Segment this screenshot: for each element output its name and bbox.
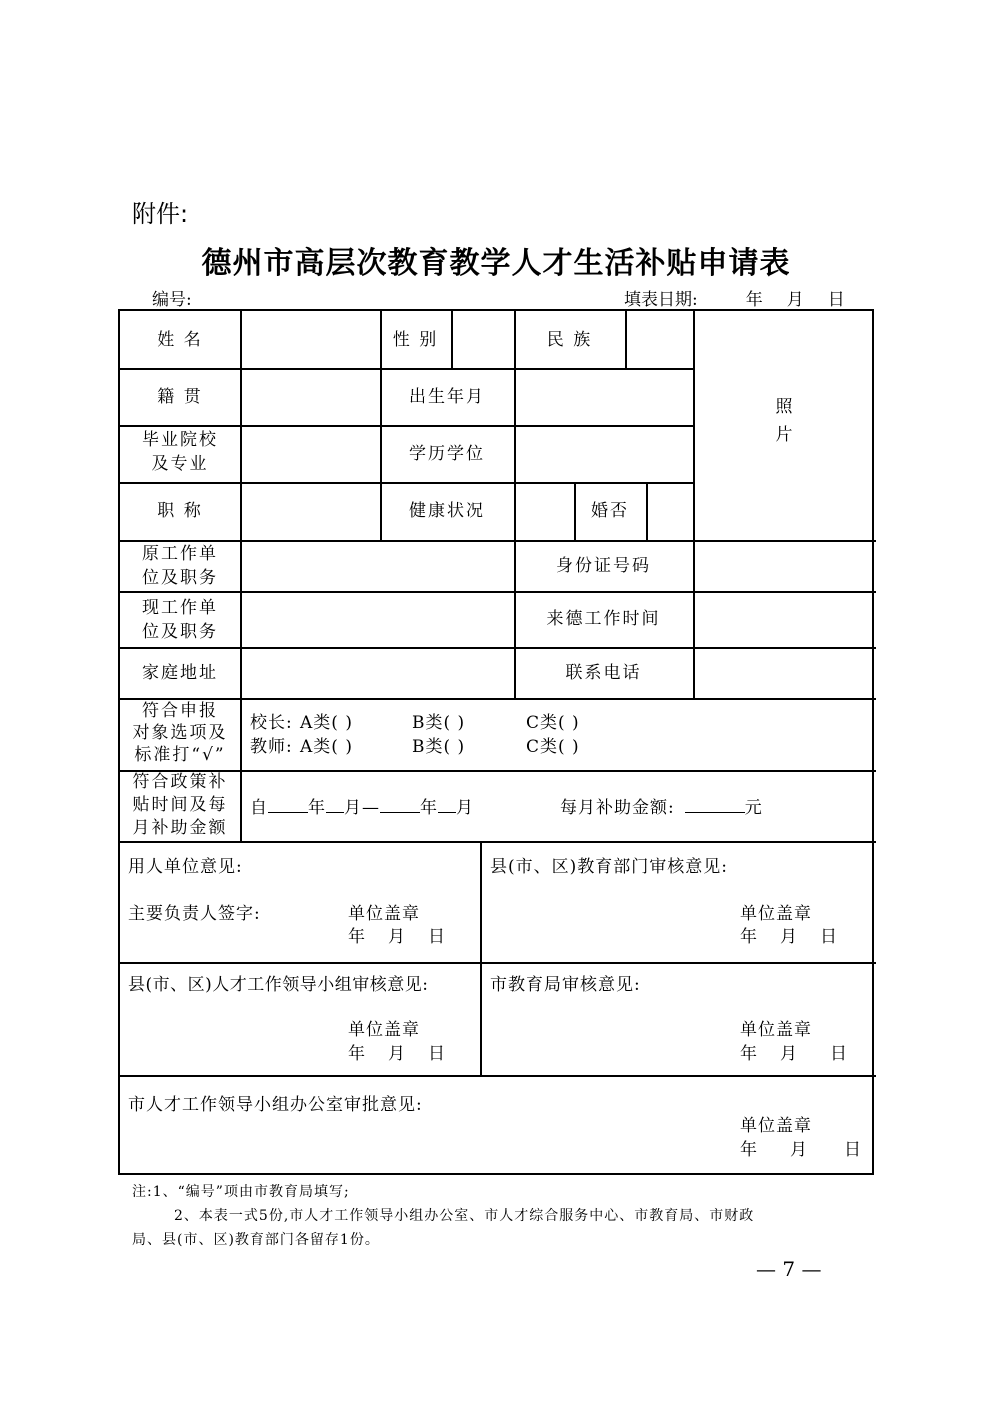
degree-label: 学历学位 <box>409 443 485 464</box>
county-talent-opinion-label: 县(市、区)人才工作领导小组审核意见: <box>128 975 429 995</box>
employer-date-day: 日 <box>428 927 446 947</box>
city-edu-date-year: 年 <box>740 1044 758 1064</box>
city-edu-date-day: 日 <box>830 1044 848 1064</box>
name-label: 姓 名 <box>157 329 203 350</box>
employer-date-year: 年 <box>348 927 366 947</box>
city-office-date-year: 年 <box>740 1140 758 1160</box>
county-talent-date-day: 日 <box>428 1044 446 1064</box>
curr-work-label-2: 位及职务 <box>142 622 218 642</box>
marital-label: 婚否 <box>591 501 629 521</box>
fill-date-month: 月 <box>786 290 804 310</box>
school-label-2: 及专业 <box>151 454 209 474</box>
county-edu-date <box>740 925 838 949</box>
row-divider <box>120 962 876 964</box>
city-office-seal: 单位盖章 <box>740 1116 812 1136</box>
native-place-label: 籍 贯 <box>157 386 203 407</box>
fill-date-day: 日 <box>827 290 845 310</box>
period-end-month: 月 <box>456 798 474 818</box>
row-divider <box>120 591 876 593</box>
col-divider <box>625 311 627 368</box>
city-office-date-month: 月 <box>790 1140 808 1160</box>
end-month-blank[interactable] <box>438 794 456 813</box>
gender-label: 性 别 <box>392 329 439 350</box>
employer-date <box>348 925 446 949</box>
job-title-label: 职 称 <box>157 501 203 521</box>
city-office-opinion-label: 市人才工作领导小组办公室审批意见: <box>128 1095 423 1115</box>
county-edu-date-year: 年 <box>740 927 758 947</box>
note-line-2: 2、本表一式5份,市人才工作领导小组办公室、市人才综合服务中心、市教育局、市财政 <box>174 1208 755 1224</box>
county-talent-seal: 单位盖章 <box>348 1020 420 1040</box>
row-divider <box>120 1075 876 1077</box>
county-edu-seal: 单位盖章 <box>740 904 812 924</box>
start-year-blank[interactable] <box>268 794 308 813</box>
attachment-label: 附件: <box>132 200 189 228</box>
form-title: 德州市高层次教育教学人才生活补贴申请表 <box>201 246 791 281</box>
col-divider <box>451 311 453 368</box>
period-start-month: 月 <box>344 798 362 818</box>
photo-label-1: 照 <box>775 397 795 417</box>
county-edu-date-month: 月 <box>780 927 798 947</box>
birth-date-label: 出生年月 <box>409 386 485 407</box>
city-edu-opinion-label: 市教育局审核意见: <box>490 975 641 995</box>
city-edu-date-month: 月 <box>780 1044 798 1064</box>
teacher-b-option[interactable]: B类( ) <box>412 737 466 757</box>
note-line-3: 局、县(市、区)教育部门各留存1份。 <box>132 1232 380 1248</box>
teacher-label: 教师: <box>250 737 293 757</box>
county-talent-date-month: 月 <box>388 1044 406 1064</box>
health-label: 健康状况 <box>409 501 485 521</box>
period-start-year: 年 <box>308 798 326 818</box>
note-line-1: 注:1、“编号”项由市教育局填写; <box>132 1184 350 1200</box>
principal-a-option[interactable]: A类( ) <box>300 713 353 733</box>
period-label-3: 月补助金额 <box>132 818 228 838</box>
category-label-3: 标准打“√” <box>134 745 226 765</box>
fill-date-label: 填表日期: <box>624 290 698 310</box>
signature-label: 主要负责人签字: <box>128 904 261 924</box>
col-divider <box>480 841 482 1075</box>
principal-label: 校长: <box>250 713 293 733</box>
principal-c-option[interactable]: C类( ) <box>526 713 580 733</box>
end-year-blank[interactable] <box>380 794 420 813</box>
employer-date-month: 月 <box>388 927 406 947</box>
city-office-date <box>740 1138 862 1162</box>
col-divider <box>693 311 695 698</box>
application-table <box>118 309 874 1175</box>
monthly-amount <box>560 794 763 820</box>
col-divider <box>646 482 648 540</box>
category-label-2: 对象选项及 <box>132 723 228 743</box>
period-label-2: 贴时间及每 <box>132 795 228 815</box>
city-edu-seal: 单位盖章 <box>740 1020 812 1040</box>
phone-label: 联系电话 <box>565 662 642 683</box>
fill-date <box>624 285 845 310</box>
photo-label-2: 片 <box>775 425 795 445</box>
city-edu-date <box>740 1042 848 1066</box>
start-month-blank[interactable] <box>326 794 344 813</box>
curr-work-label-1: 现工作单 <box>142 598 218 618</box>
teacher-a-option[interactable]: A类( ) <box>300 737 353 757</box>
page-number: — 7 — <box>756 1257 822 1281</box>
county-edu-opinion-label: 县(市、区)教育部门审核意见: <box>490 857 728 877</box>
id-number-label: 身份证号码 <box>556 555 651 576</box>
arrival-time-label: 来德工作时间 <box>546 609 661 629</box>
city-office-date-day: 日 <box>844 1140 862 1160</box>
prev-work-label-1: 原工作单 <box>142 544 218 564</box>
monthly-amount-label: 每月补助金额: <box>560 798 675 818</box>
prev-work-label-2: 位及职务 <box>142 568 218 588</box>
fill-date-year: 年 <box>745 290 763 310</box>
principal-b-option[interactable]: B类( ) <box>412 713 466 733</box>
county-talent-date-year: 年 <box>348 1044 366 1064</box>
monthly-amount-blank[interactable] <box>685 794 745 813</box>
subsidy-period <box>250 794 474 820</box>
county-edu-date-day: 日 <box>820 927 838 947</box>
employer-seal: 单位盖章 <box>348 904 420 924</box>
period-label-1: 符合政策补 <box>132 772 228 792</box>
category-label-1: 符合申报 <box>142 701 218 721</box>
row-divider <box>120 841 876 843</box>
county-talent-date <box>348 1042 446 1066</box>
address-label: 家庭地址 <box>142 662 218 683</box>
school-label-1: 毕业院校 <box>142 430 218 450</box>
employer-opinion-label: 用人单位意见: <box>128 857 243 877</box>
ethnicity-label: 民 族 <box>546 329 593 350</box>
period-from: 自 <box>250 798 268 818</box>
period-end-year: 年 <box>420 798 438 818</box>
period-dash: — <box>362 798 380 818</box>
serial-number-label: 编号: <box>152 290 192 310</box>
col-divider <box>240 311 242 841</box>
teacher-c-option[interactable]: C类( ) <box>526 737 580 757</box>
yuan-label: 元 <box>744 798 763 818</box>
